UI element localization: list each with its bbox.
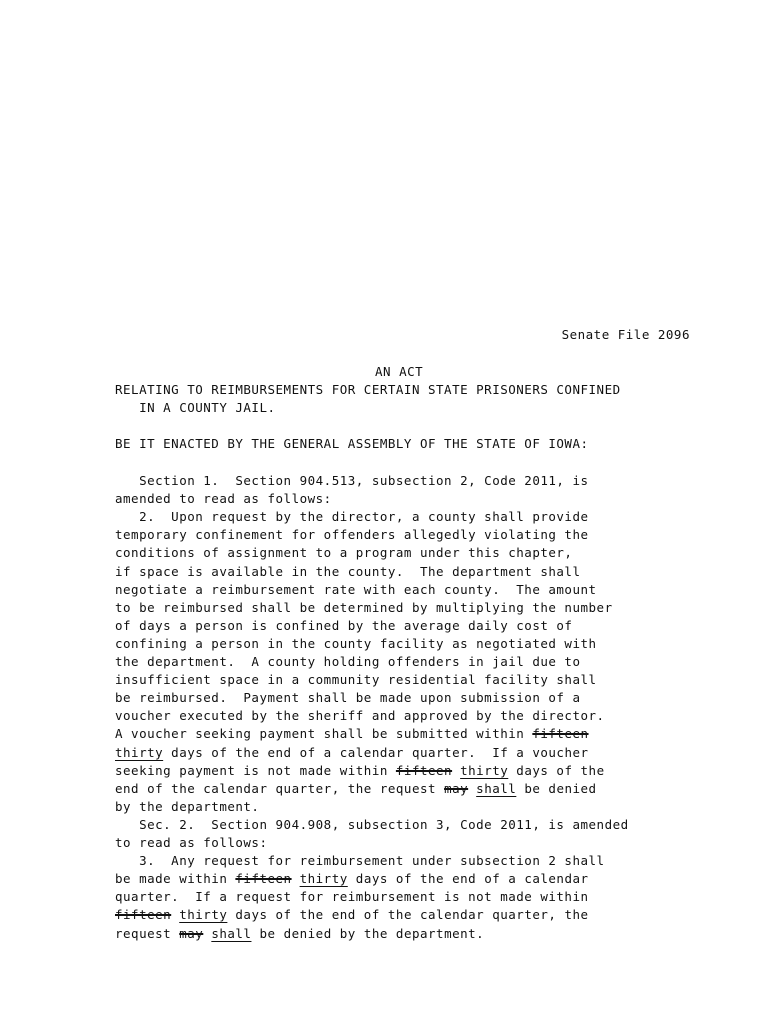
act-heading: AN ACT (375, 364, 424, 379)
body-line (115, 671, 597, 689)
body-line (115, 780, 597, 798)
text-segment (452, 763, 460, 778)
body-line (115, 906, 589, 924)
enacting-clause: BE IT ENACTED BY THE GENERAL ASSEMBLY OF THE STATE OF IOWA: (115, 436, 589, 451)
inserted-text: thirty (460, 762, 509, 778)
body-line (115, 490, 332, 508)
struck-text: fifteen (395, 762, 453, 778)
inserted-text: thirty (115, 744, 164, 760)
body-line (115, 526, 589, 544)
text-segment: end of the calendar quarter, the request (115, 780, 445, 796)
inserted-text: shall (211, 925, 252, 941)
body-line (115, 689, 581, 707)
text-segment (292, 871, 300, 886)
file-number: Senate File 2096 (561, 327, 690, 342)
struck-text: fifteen (115, 907, 172, 923)
text-segment: insufficient space in a community residential facility shall (115, 672, 597, 688)
text-segment: 3. Any request for reimbursement under subsection 2 shall (115, 853, 605, 869)
text-segment: temporary confinement for offenders allegedly violating the (115, 527, 589, 543)
text-segment: of days a person is confined by the average daily cost of (115, 617, 573, 633)
text-segment: if space is available in the county. The department shall (115, 563, 581, 579)
body-line (115, 707, 605, 725)
struck-text: fifteen (532, 726, 589, 742)
body-line (115, 870, 589, 888)
text-segment: conditions of assignment to a program under this chapter, (115, 545, 573, 561)
text-segment: confining a person in the county facility as negotiated with (115, 635, 597, 651)
text-segment: days of the end of the calendar quarter, the (227, 907, 589, 923)
body-line (115, 762, 605, 780)
text-segment: negotiate a reimbursement rate with each county. The amount (115, 581, 597, 597)
inserted-text: thirty (299, 871, 348, 887)
body-line (115, 798, 259, 816)
text-segment: to read as follows: (115, 835, 268, 850)
body-line (115, 852, 605, 870)
text-segment: the department. A county holding offenders in jail due to (115, 654, 581, 669)
text-segment: quarter. If a request for reimbursement is not made within (115, 889, 589, 905)
text-segment (171, 907, 179, 922)
struck-text: may (179, 925, 204, 941)
text-segment (468, 781, 476, 796)
body-line (115, 617, 572, 635)
body-line (115, 472, 589, 490)
body-line (115, 653, 581, 671)
text-segment: Section 1. Section 904.513, subsection 2, Code 2011, is (115, 473, 589, 488)
text-segment: 2. Upon request by the director, a county shall provide (115, 509, 589, 525)
title-line: RELATING TO REIMBURSEMENTS FOR CERTAIN STATE PRISONERS CONFINED (115, 382, 621, 397)
body-line (115, 599, 613, 617)
body-line (115, 563, 581, 581)
body-line (115, 635, 597, 653)
body-line (115, 544, 572, 562)
body-line (115, 925, 484, 943)
text-segment: days of the end of a calendar quarter. If a voucher (163, 744, 589, 760)
text-segment: days of the (508, 762, 605, 778)
text-segment: Sec. 2. Section 904.908, subsection 3, Code 2011, is amended (115, 816, 629, 832)
body-line (115, 725, 589, 743)
inserted-text: thirty (179, 907, 228, 923)
body-line (115, 508, 589, 526)
title-line: IN A COUNTY JAIL. (115, 400, 276, 415)
text-segment: be reimbursed. Payment shall be made upon submission of a (115, 690, 581, 706)
text-segment: seeking payment is not made within (115, 762, 396, 778)
body-line (115, 744, 589, 762)
text-segment: request (115, 925, 180, 941)
text-segment: to be reimbursed shall be determined by multiplying the number (115, 599, 613, 615)
text-segment: be denied (516, 780, 597, 796)
text-segment: amended to read as follows: (115, 491, 332, 507)
body-line (115, 581, 597, 599)
text-segment: voucher executed by the sheriff and approved by the director. (115, 708, 605, 724)
body-line (115, 834, 268, 852)
struck-text: fifteen (235, 871, 292, 887)
text-segment: by the department. (115, 798, 260, 814)
text-segment: be denied by the department. (251, 925, 485, 941)
inserted-text: shall (476, 780, 517, 796)
body-line (115, 888, 589, 906)
text-segment: A voucher seeking payment shall be submitted within (115, 726, 533, 742)
text-segment: days of the end of a calendar (347, 871, 589, 887)
struck-text: may (444, 780, 469, 796)
body-line (115, 816, 629, 834)
text-segment: be made within (115, 871, 236, 887)
